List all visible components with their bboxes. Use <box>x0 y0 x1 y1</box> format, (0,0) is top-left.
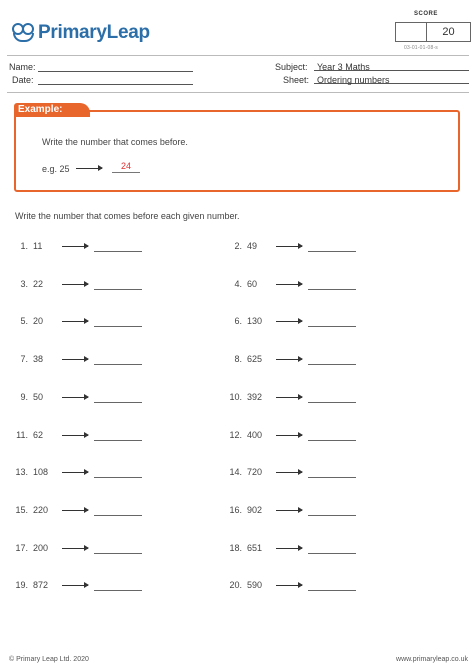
question-item <box>226 392 366 404</box>
question-number: 7. <box>20 354 28 364</box>
question-number: 10. <box>229 392 242 402</box>
question-number: 5. <box>20 316 28 326</box>
sheet-value: Ordering numbers <box>314 75 469 84</box>
score-entry[interactable] <box>396 23 427 41</box>
arrow-icon <box>62 472 88 473</box>
question-item <box>12 316 152 328</box>
question-item <box>12 505 152 517</box>
example-arrow-icon <box>76 168 102 169</box>
example-prefix: e.g. 25 <box>42 164 70 174</box>
question-value: 400 <box>247 430 263 440</box>
question-item <box>12 467 152 479</box>
example-box <box>14 110 460 192</box>
answer-line[interactable] <box>308 326 356 327</box>
answer-line[interactable] <box>308 402 356 403</box>
question-value: 720 <box>247 467 263 477</box>
score-box <box>395 22 471 42</box>
answer-line[interactable] <box>308 477 356 478</box>
answer-line[interactable] <box>308 440 356 441</box>
arrow-icon <box>62 585 88 586</box>
question-number: 12. <box>229 430 242 440</box>
question-number: 4. <box>234 279 242 289</box>
arrow-icon <box>276 246 302 247</box>
score-total: 20 <box>442 26 455 38</box>
answer-line[interactable] <box>94 289 142 290</box>
arrow-icon <box>276 435 302 436</box>
logo-text: PrimaryLeap <box>38 22 150 43</box>
answer-line[interactable] <box>308 515 356 516</box>
question-number: 2. <box>234 241 242 251</box>
question-item <box>226 430 366 442</box>
question-item <box>12 354 152 366</box>
question-item <box>12 430 152 442</box>
question-value: 651 <box>247 543 263 553</box>
question-value: 130 <box>247 316 263 326</box>
answer-line[interactable] <box>308 590 356 591</box>
question-value: 50 <box>33 392 44 402</box>
date-field[interactable] <box>38 75 193 85</box>
example-answer: 24 <box>112 161 140 173</box>
question-number: 18. <box>229 543 242 553</box>
question-item <box>226 543 366 555</box>
question-value: 392 <box>247 392 263 402</box>
arrow-icon <box>62 435 88 436</box>
question-number: 11. <box>16 430 28 440</box>
footer-url[interactable]: www.primaryleap.co.uk <box>396 656 468 663</box>
arrow-icon <box>276 397 302 398</box>
question-number: 16. <box>229 505 242 515</box>
question-value: 38 <box>33 354 44 364</box>
answer-line[interactable] <box>308 553 356 554</box>
name-field[interactable] <box>38 62 193 72</box>
logo <box>12 20 150 46</box>
arrow-icon <box>62 359 88 360</box>
question-item <box>12 392 152 404</box>
question-number: 6. <box>234 316 242 326</box>
arrow-icon <box>62 321 88 322</box>
arrow-icon <box>62 284 88 285</box>
answer-line[interactable] <box>308 251 356 252</box>
fields-divider <box>7 92 469 93</box>
name-label: Name: <box>9 62 36 72</box>
question-number: 3. <box>20 279 28 289</box>
answer-line[interactable] <box>94 326 142 327</box>
header-divider <box>7 55 469 56</box>
arrow-icon <box>276 321 302 322</box>
arrow-icon <box>276 472 302 473</box>
answer-line[interactable] <box>94 477 142 478</box>
question-value: 200 <box>33 543 49 553</box>
answer-line[interactable] <box>94 553 142 554</box>
question-value: 902 <box>247 505 263 515</box>
frog-logo-icon <box>12 23 34 43</box>
question-number: 1. <box>20 241 28 251</box>
question-item <box>12 543 152 555</box>
answer-line[interactable] <box>308 364 356 365</box>
arrow-icon <box>276 585 302 586</box>
question-number: 9. <box>20 392 28 402</box>
question-value: 20 <box>33 316 44 326</box>
question-value: 872 <box>33 580 49 590</box>
question-item <box>226 580 366 592</box>
question-value: 590 <box>247 580 263 590</box>
arrow-icon <box>276 510 302 511</box>
date-label: Date: <box>12 75 34 85</box>
question-item <box>226 279 366 291</box>
question-value: 62 <box>33 430 44 440</box>
arrow-icon <box>276 548 302 549</box>
question-item <box>226 354 366 366</box>
arrow-icon <box>62 548 88 549</box>
question-value: 625 <box>247 354 263 364</box>
arrow-icon <box>276 359 302 360</box>
question-number: 15. <box>15 505 28 515</box>
question-item <box>12 241 152 253</box>
question-number: 20. <box>229 580 242 590</box>
question-number: 13. <box>15 467 28 477</box>
answer-line[interactable] <box>94 251 142 252</box>
question-item <box>12 279 152 291</box>
question-value: 108 <box>33 467 49 477</box>
arrow-icon <box>62 510 88 511</box>
answer-line[interactable] <box>94 515 142 516</box>
question-value: 60 <box>247 279 258 289</box>
question-value: 220 <box>33 505 49 515</box>
question-number: 8. <box>234 354 242 364</box>
answer-line[interactable] <box>94 590 142 591</box>
answer-line[interactable] <box>94 440 142 441</box>
question-item <box>12 580 152 592</box>
answer-line[interactable] <box>308 289 356 290</box>
question-item <box>226 505 366 517</box>
example-title: Example: <box>14 103 90 117</box>
worksheet-code: 03-01-01-08-s <box>404 45 439 51</box>
question-number: 17. <box>15 543 28 553</box>
arrow-icon <box>62 246 88 247</box>
subject-label: Subject: <box>275 62 308 72</box>
score-label: SCORE <box>414 11 438 17</box>
question-item <box>226 241 366 253</box>
arrow-icon <box>62 397 88 398</box>
question-item <box>226 467 366 479</box>
example-instruction: Write the number that comes before. <box>42 137 188 147</box>
footer-copyright: © Primary Leap Ltd. 2020 <box>9 656 89 663</box>
question-item <box>226 316 366 328</box>
question-value: 11 <box>33 241 43 251</box>
answer-line[interactable] <box>94 364 142 365</box>
sheet-label: Sheet: <box>283 75 310 85</box>
question-value: 22 <box>33 279 44 289</box>
question-value: 49 <box>247 241 258 251</box>
question-number: 14. <box>229 467 242 477</box>
arrow-icon <box>276 284 302 285</box>
instructions: Write the number that comes before each given number. <box>15 211 240 221</box>
subject-value: Year 3 Maths <box>314 62 469 71</box>
answer-line[interactable] <box>94 402 142 403</box>
question-number: 19. <box>15 580 28 590</box>
